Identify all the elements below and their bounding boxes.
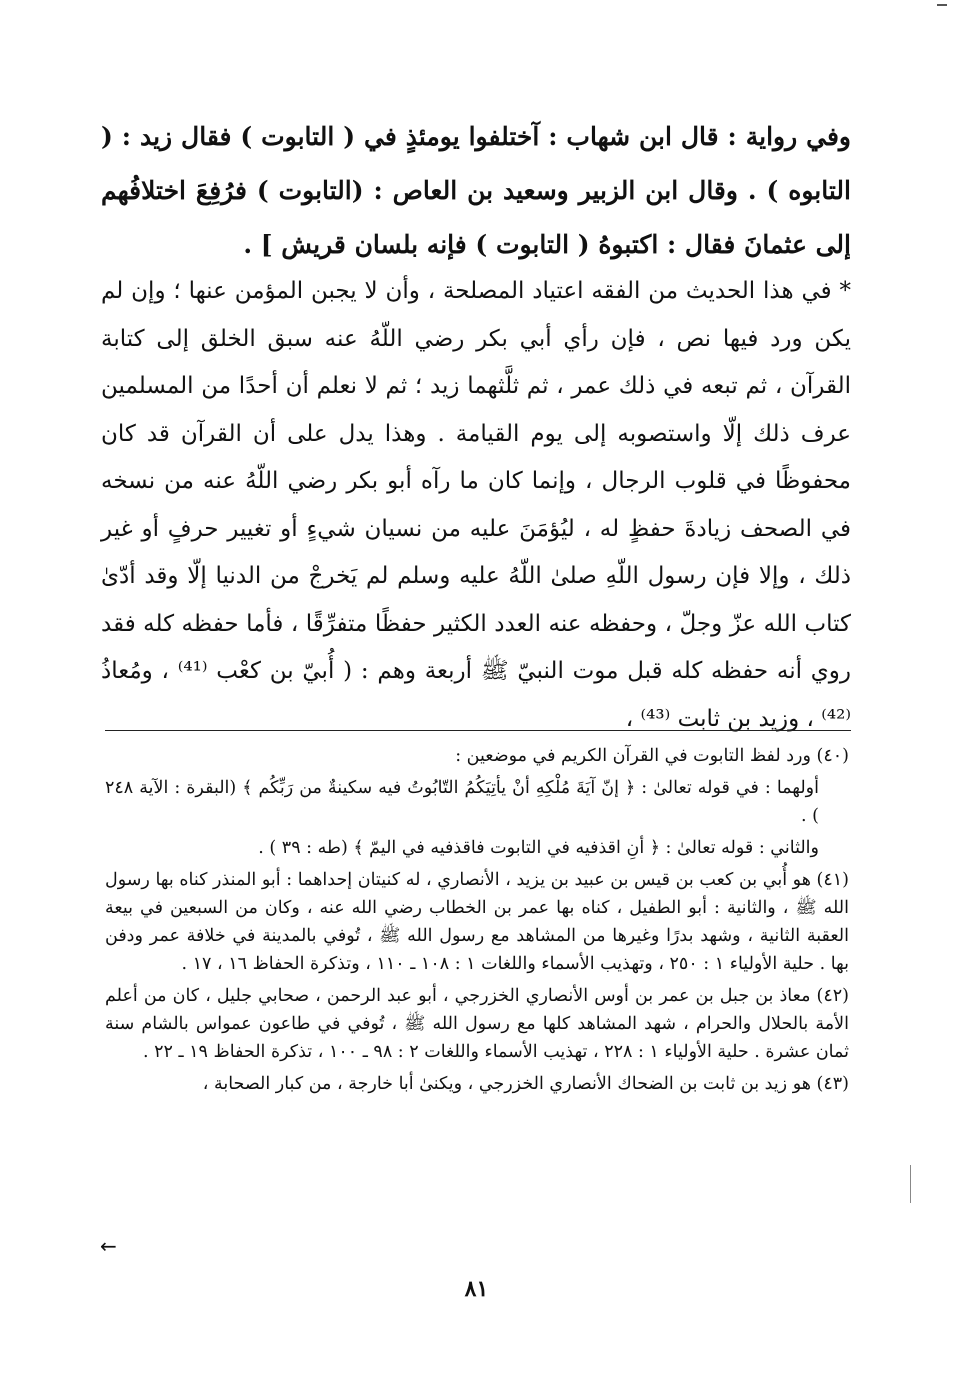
footnote-41: (٤١) هو أُبي بن كعب بن قيس بن عبيد بن يزيد ، الأنصاري ، له كنيتان إحداهما : أبو المنذر كناه بها رسول الله ﷺ ، والثانية : أبو الطفيل ، كناه بها عمر بن الخطاب رضي الله عنه ، وكان من السبعين في بيعة العقبة الثانية ، وشهد بدرًا وغيرها من المشاهد مع رسول الله ﷺ ، تُوفي بالمدينة في خلافة عمر ودفن بها . حلية الأولياء ١ : ٢٥٠ ، وتهذيب الأسماء واللغات ١ : ١٠٨ ـ ١١٠ ، وتذكرة الحفاظ ١٦ ، ١٧ . — [105, 870, 849, 974]
footnotes-section — [105, 742, 849, 1102]
footnote-separator-line — [105, 730, 851, 731]
hadith-quote-paragraph: وفي رواية : قال ابن شهاب : آختلفوا يومئذٍ في ( التابوت ) فقال زيد : ( التابوه ) . وقال ابن الزبير وسعيد بن العاص : (التابوت ) فرُفِعَ اختلافُهم إلى عثمانَ فقال : اكتبوهُ ( التابوت ) فإنه بلسان قريش ] . — [101, 122, 851, 259]
footnote-43: (٤٣) هو زيد بن ثابت بن الضحاك الأنصاري الخزرجي ، ويكنىٰ أبا خارجة ، من كبار الصحابة ، — [202, 1074, 849, 1094]
page-number: ٨١ — [464, 1276, 489, 1302]
footnote-40-intro: (٤٠) ورد لفظ التابوت في القرآن الكريم في موضعين : — [455, 746, 849, 766]
margin-mark-line — [910, 1165, 911, 1203]
commentary-paragraph: * في هذا الحديث من الفقه اعتياد المصلحة ، وأن لا يجبن المؤمن عنها ؛ وإن لم يكن ورد فيها نص ، فإن رأي أبي بكر رضي اللّهُ عنه سبق الخلق إلى كتابة القرآن ، ثم تبعه في ذلك عمر ، ثم ثلَّثهما زيد ؛ ثم لا نعلم أن أحدًا من المسلمين عرف ذلك إلّا واستصوبه إلى يوم القيامة . وهذا يدل على أن القرآن قد كان محفوظًا في قلوب الرجال ، وإنما كان ما رآه أبو بكر رضي اللّهُ عنه من نسخه في الصحف زيادةَ حفظٍ له ، ليُؤمَنَ عليه من نسيان شيءٍ أو تغيير حرفٍ أو غير ذلك ، وإلا فإن رسول اللّهِ صلىٰ اللّهُ عليه وسلم لم يَخرجْ من الدنيا إلّا وقد أدّىٰ كتاب الله عزّ وجلّ ، وحفظه عنه العدد الكثير حفظًا متفرِّقًا ، فأما حفظه كله فقد روي أنه حفظه كله قبل موت النبيّ ﷺ أربعة وهم : ( أُبيّ بن كعْب ⁽⁴¹⁾ ، ومُعاذُ ⁽⁴²⁾ ، وزيد بن ثابت ⁽⁴³⁾ ، — [101, 278, 851, 732]
scan-corner-mark — [937, 4, 947, 6]
footnote-42: (٤٢) معاذ بن جبل بن عمر بن أوس الأنصاري الخزرجي ، أبو عبد الرحمن ، صحابي جليل ، كان من أعلم الأمة بالحلال والحرام ، شهد المشاهد كلها مع رسول الله ﷺ ، تُوفي في طاعون عمواس بالشام سنة ثمان عشرة . حلية الأولياء ١ : ٢٢٨ ، تهذيب الأسماء واللغات ٢ : ٩٨ ـ ١٠٠ ، تذكرة الحفاظ ١٩ ـ ٢٢ . — [105, 986, 849, 1062]
footnote-40-first-verse: أولهما : في قوله تعالىٰ : ﴿ إنّ آيَةَ مُلْكِهِ أنْ يأتِيَكُمُ التّابُوتُ فيه سكينةٌ من رَبِّكُم ﴾ (البقرة : الآية ٢٤٨ ) . — [105, 778, 819, 826]
footnote-40-second-verse: والثاني : قوله تعالىٰ : ﴿ أنِ اقذفيه في التابوت فاقذفيه في اليمّ ﴾ (طه : ٣٩ ) . — [258, 838, 819, 858]
continuation-arrow-icon: ← — [100, 1234, 117, 1258]
